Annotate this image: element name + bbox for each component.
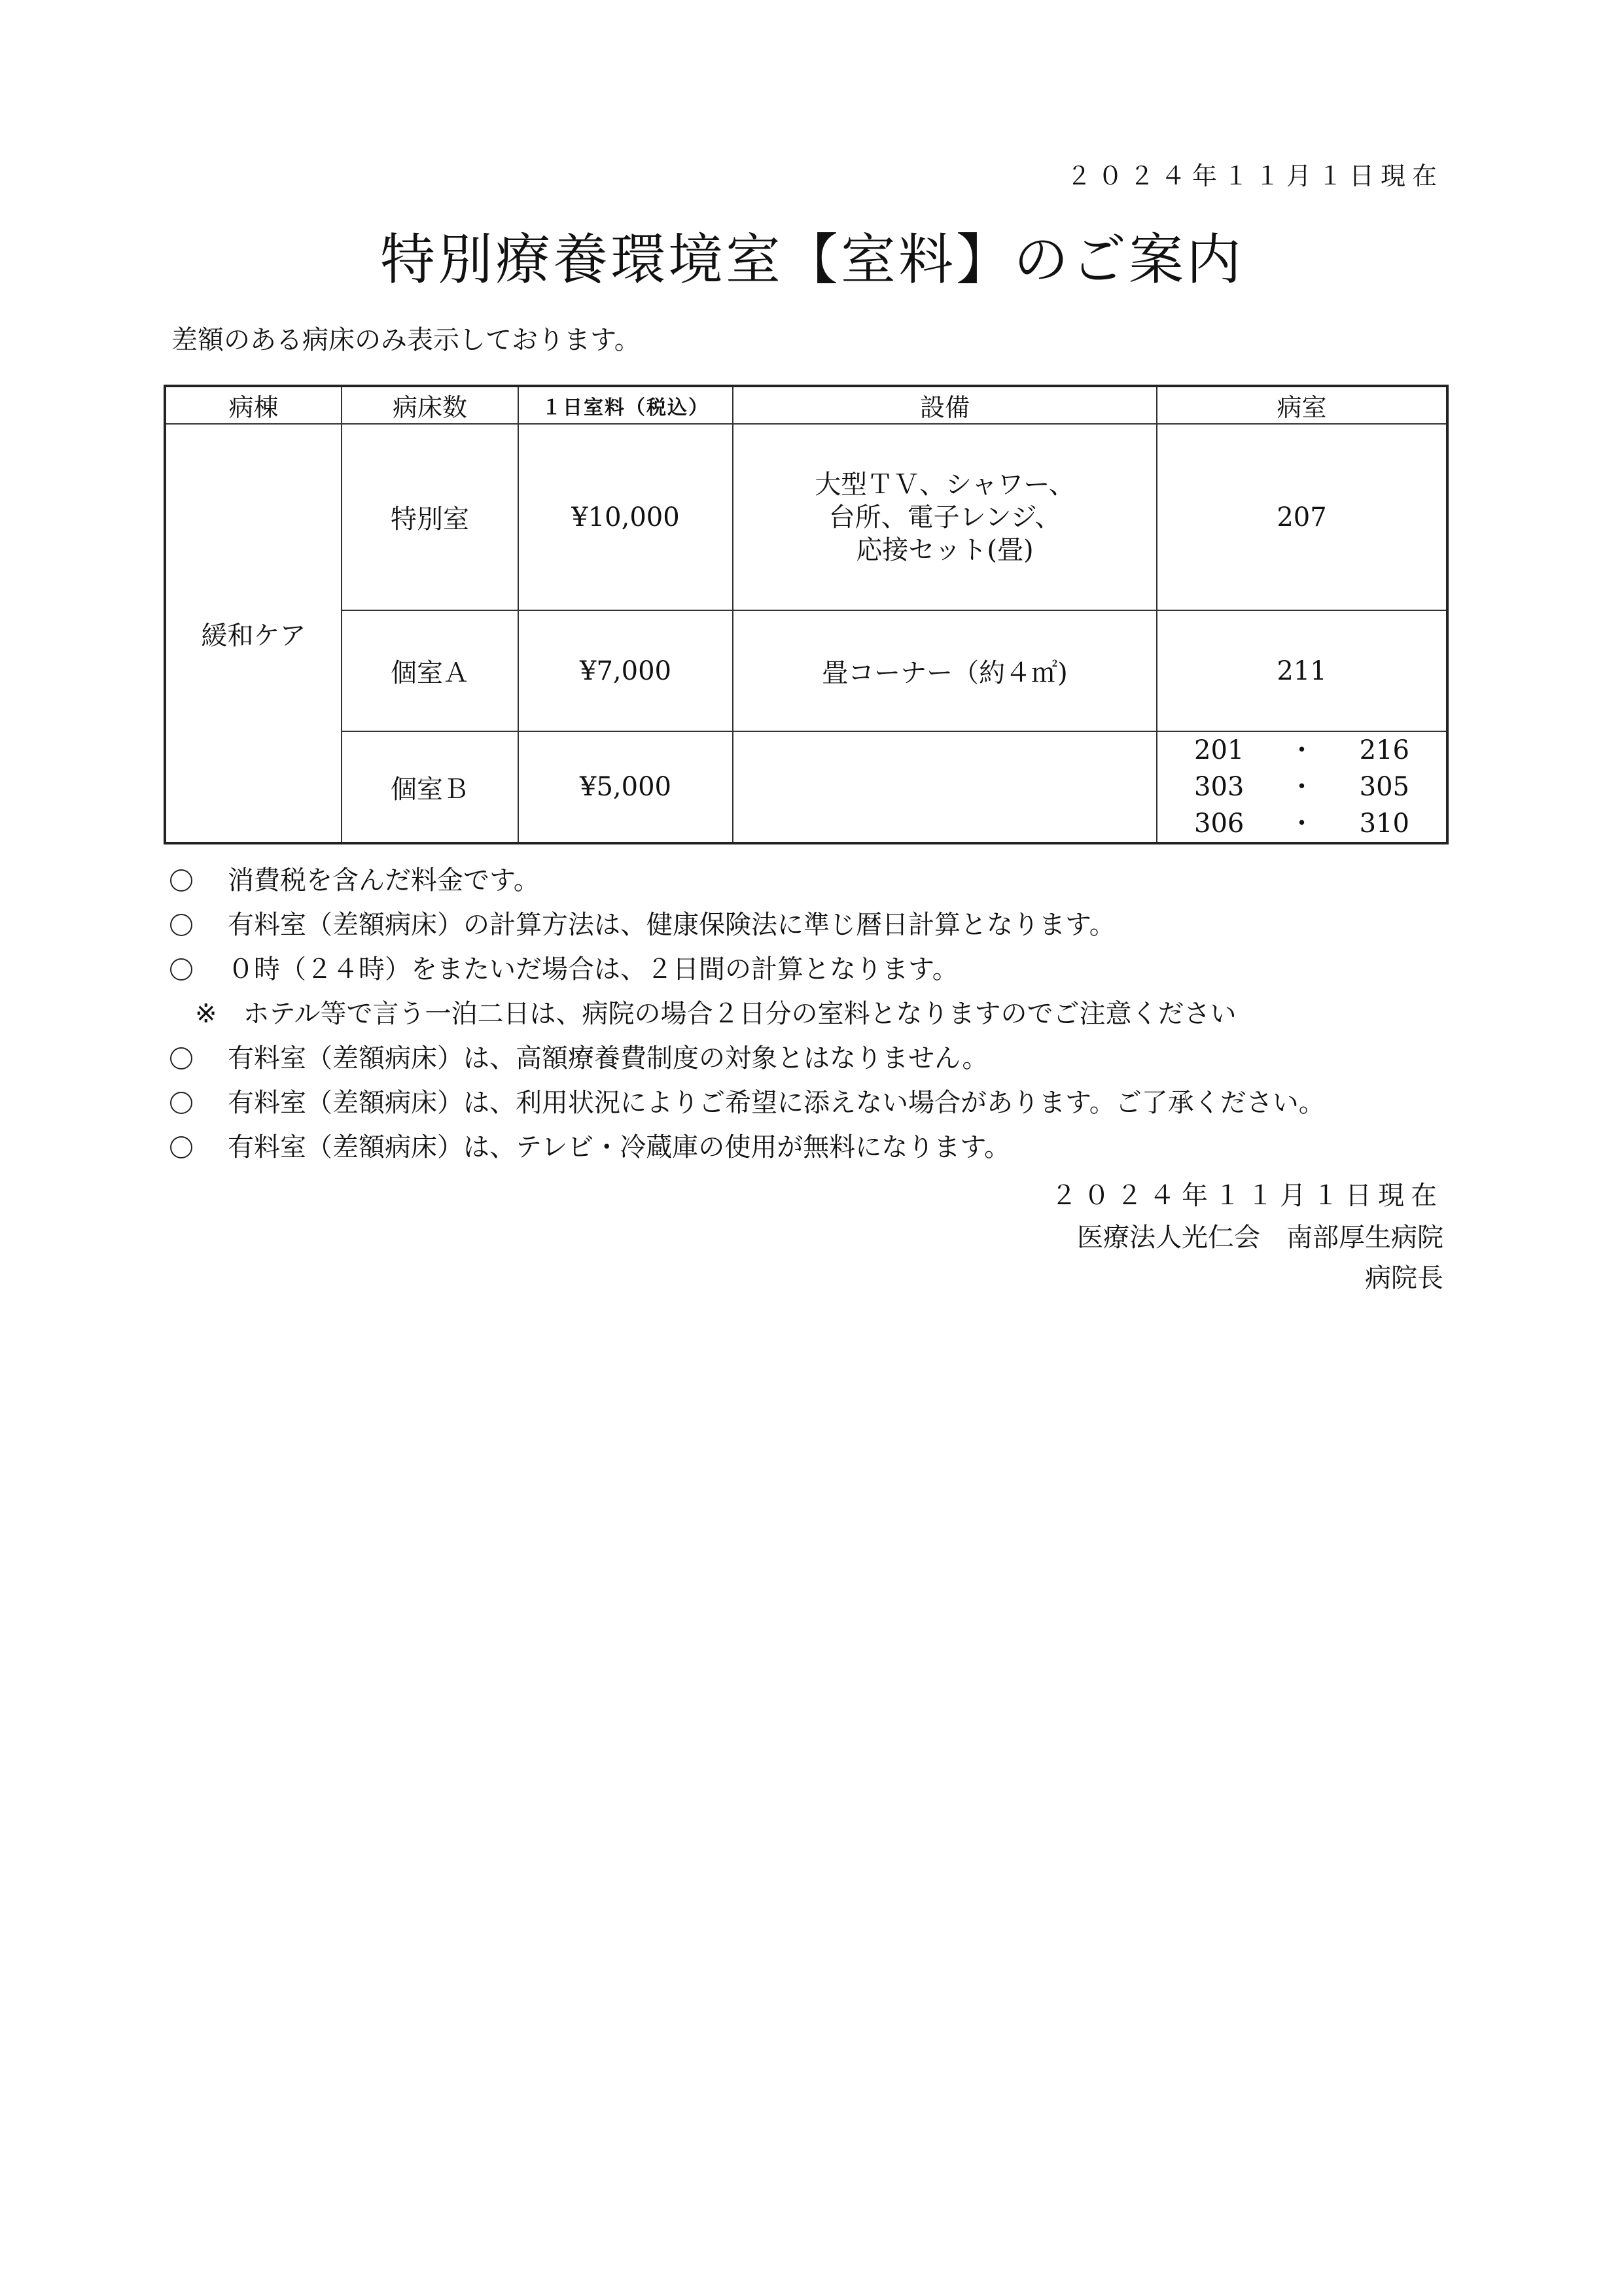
- bed-type-cell: 特別室: [342, 424, 518, 610]
- page-title: 特別療養環境室【室料】のご案内: [380, 228, 1244, 292]
- notes-list: [169, 858, 1325, 1170]
- room-number-cell: 207: [1157, 424, 1447, 610]
- circle-bullet-icon: [170, 1092, 192, 1114]
- list-item: [169, 947, 1325, 992]
- circle-bullet-icon: [170, 1136, 192, 1158]
- column-header-bed-type: 病床数: [342, 386, 518, 424]
- room-pair: [1194, 805, 1409, 842]
- room-number: 306: [1194, 809, 1244, 839]
- note-text: ホテル等で言う一泊二日は、病院の場合２日分の室料となりますのでご注意ください: [243, 999, 1237, 1029]
- list-item: [169, 1081, 1325, 1125]
- fee-cell: ¥10,000: [518, 424, 733, 610]
- room-pair: [1194, 769, 1409, 805]
- table-header-row: [165, 386, 1447, 424]
- circle-bullet-icon: [170, 869, 192, 892]
- table-row: [165, 731, 1447, 843]
- circle-bullet-icon: [170, 1047, 192, 1070]
- reference-mark-icon: ※: [195, 999, 217, 1029]
- facility-line: 台所、電子レンジ、: [828, 502, 1061, 532]
- page-subtitle: 差額のある病床のみ表示しております。: [171, 325, 641, 355]
- circle-bullet-icon: [170, 958, 192, 981]
- room-number: 310: [1359, 809, 1409, 839]
- separator-dot: ・: [1288, 809, 1315, 839]
- facilities-cell: 畳コーナー（約４㎡): [733, 610, 1157, 731]
- column-header-facilities: 設備: [733, 386, 1157, 424]
- facility-line: 大型ＴＶ、シャワー、: [815, 469, 1075, 500]
- bed-type-cell: 個室Ａ: [342, 610, 518, 731]
- table-row: [165, 424, 1447, 610]
- column-header-ward: 病棟: [165, 386, 342, 424]
- table-row: [165, 610, 1447, 731]
- list-item: [169, 858, 1325, 903]
- room-fee-table: [164, 385, 1449, 844]
- signature-date: ２０２４年１１月１日現在: [1051, 1181, 1443, 1211]
- room-number-cell: 211: [1157, 610, 1447, 731]
- room-number-cell: [1157, 731, 1447, 843]
- list-item: [169, 1125, 1325, 1170]
- fee-cell: ¥5,000: [518, 731, 733, 843]
- issue-date: ２０２４年１１月１日現在: [1066, 162, 1443, 190]
- column-header-daily-fee: １日室料（税込）: [518, 386, 733, 424]
- room-number: 201: [1194, 735, 1244, 765]
- list-item: [169, 903, 1325, 947]
- note-text: 消費税を含んだ料金です。: [228, 865, 540, 896]
- room-number: 216: [1359, 735, 1409, 765]
- separator-dot: ・: [1288, 772, 1315, 802]
- bed-type-cell: 個室Ｂ: [342, 731, 518, 843]
- separator-dot: ・: [1288, 735, 1315, 765]
- facilities-cell: [733, 731, 1157, 843]
- signature-role: 病院長: [1365, 1263, 1443, 1293]
- column-header-rooms: 病室: [1157, 386, 1447, 424]
- list-item: [169, 1036, 1325, 1081]
- room-number: 303: [1194, 772, 1244, 802]
- fee-cell: ¥7,000: [518, 610, 733, 731]
- signature-organization: 医療法人光仁会 南部厚生病院: [1077, 1223, 1443, 1253]
- ward-cell: 緩和ケア: [165, 424, 342, 843]
- room-number: 305: [1359, 772, 1409, 802]
- note-text: 有料室（差額病床）は、高額療養費制度の対象とはなりません。: [228, 1043, 989, 1073]
- facility-line: 応接セット(畳): [856, 534, 1034, 565]
- list-item-annotation: [169, 992, 1325, 1036]
- note-text: ０時（２４時）をまたいだ場合は、２日間の計算となります。: [228, 954, 959, 984]
- note-text: 有料室（差額病床）の計算方法は、健康保険法に準じ暦日計算となります。: [228, 910, 1116, 940]
- circle-bullet-icon: [170, 914, 192, 936]
- note-text: 有料室（差額病床）は、利用状況によりご希望に添えない場合があります。ご了承ください。: [228, 1088, 1325, 1118]
- facilities-cell: [733, 424, 1157, 610]
- note-text: 有料室（差額病床）は、テレビ・冷蔵庫の使用が無料になります。: [228, 1132, 1010, 1162]
- room-pair: [1194, 732, 1409, 769]
